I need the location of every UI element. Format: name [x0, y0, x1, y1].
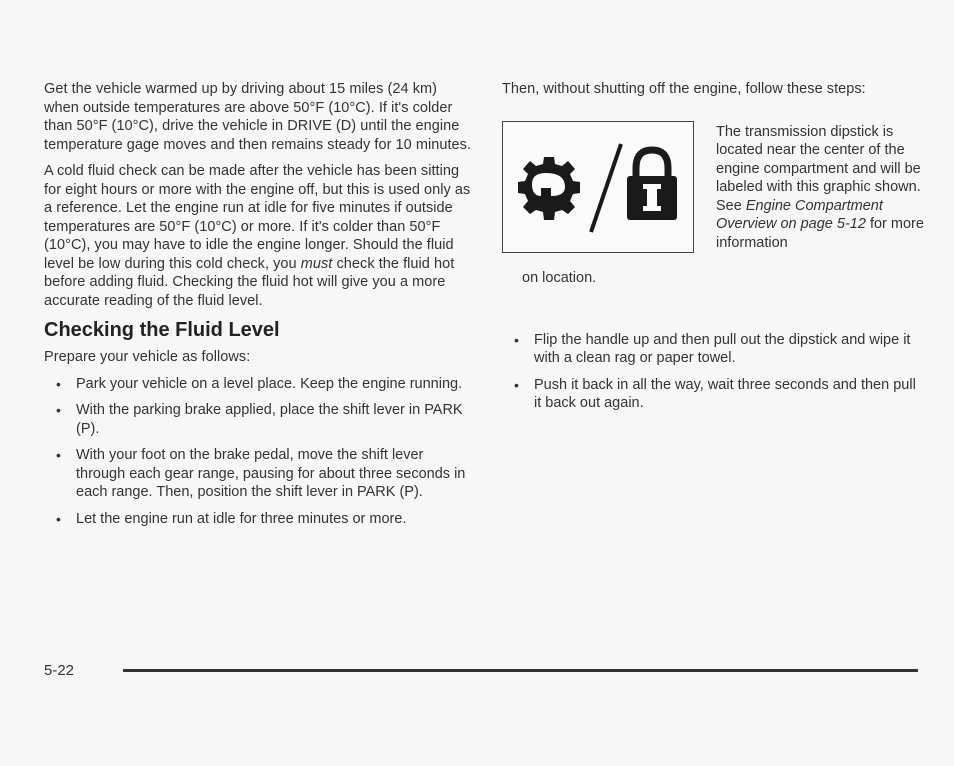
dipstick-graphic-box	[502, 121, 694, 253]
list-item-text: With the parking brake applied, place the shift lever in PARK (P).	[76, 402, 463, 437]
caption-text-a: The transmission dipstick is located near the center of the engine compartment and will be labeled with this graphic shown. See	[716, 123, 921, 214]
list-item	[502, 376, 924, 413]
figure-caption	[716, 123, 926, 253]
list-item	[44, 510, 472, 529]
left-column	[44, 80, 472, 536]
dipstick-figure	[502, 109, 924, 286]
right-column	[502, 80, 924, 421]
page-number: 5-22	[44, 662, 75, 679]
dipstick-graphic	[503, 122, 692, 251]
list-item	[44, 401, 472, 438]
cold-check-text-b: check the fluid hot before adding fluid. Checking the fluid hot will give you a more accurate reading of the fluid level.	[44, 255, 455, 309]
padlock-icon	[627, 150, 677, 220]
cold-check-emphasis: must	[300, 255, 333, 272]
section-heading: Checking the Fluid Level	[44, 319, 280, 341]
caption-text-b: for more information	[716, 216, 924, 251]
list-item-text: Let the engine run at idle for three minutes or more.	[76, 510, 407, 527]
cold-check-paragraph	[44, 162, 472, 310]
list-item	[44, 446, 472, 502]
bullet-dot: •	[56, 375, 61, 392]
list-item-text: Push it back in all the way, wait three seconds and then pull it back out again.	[534, 376, 916, 411]
list-item	[44, 375, 472, 394]
bullet-dot: •	[56, 447, 61, 463]
bullet-dot: •	[56, 510, 61, 527]
list-item-text: With your foot on the brake pedal, move the shift lever through each gear range, pausing for about three seconds in each range. Then, position the shift lever in PARK (P).	[76, 447, 466, 500]
bullet-dot: •	[514, 331, 519, 348]
dipstick-steps-list	[502, 331, 924, 413]
prepare-steps-list	[44, 375, 472, 529]
bullet-dot: •	[56, 402, 61, 418]
caption-reference: Engine Compartment Overview on page 5-12	[716, 197, 883, 232]
footer-rule	[123, 669, 918, 672]
list-item-text: Flip the handle up and then pull out the dipstick and wipe it with a clean rag or paper towel.	[534, 331, 911, 366]
prepare-intro: Prepare your vehicle as follows:	[44, 349, 251, 365]
list-item	[502, 331, 924, 368]
bullet-dot: •	[514, 376, 519, 393]
warmup-paragraph: Get the vehicle warmed up by driving about 15 miles (24 km) when outside temperatures are above 50°F (10°C). If it's colder than 50°F (10°C), drive the vehicle in DRIVE (D) until the engine temperature gage moves and then remains steady for 10 minutes.	[44, 81, 472, 153]
slash-icon	[591, 144, 621, 232]
list-item-text: Park your vehicle on a level place. Keep the engine running.	[76, 375, 463, 392]
cold-check-text-a: A cold fluid check can be made after the vehicle has been sitting for eight hours or more with the engine off, but this is used only as a reference. Let the engine run at idle for five minutes if outside temperatures are 50°F (10°C) or more. If it's colder than 50°F (10°C), you may have to idle the engine longer. Should the fluid level be low during this cold check, you	[44, 163, 471, 272]
gear-icon	[518, 157, 580, 220]
caption-tail: on location.	[522, 269, 597, 286]
steps-intro: Then, without shutting off the engine, follow these steps:	[502, 81, 866, 97]
